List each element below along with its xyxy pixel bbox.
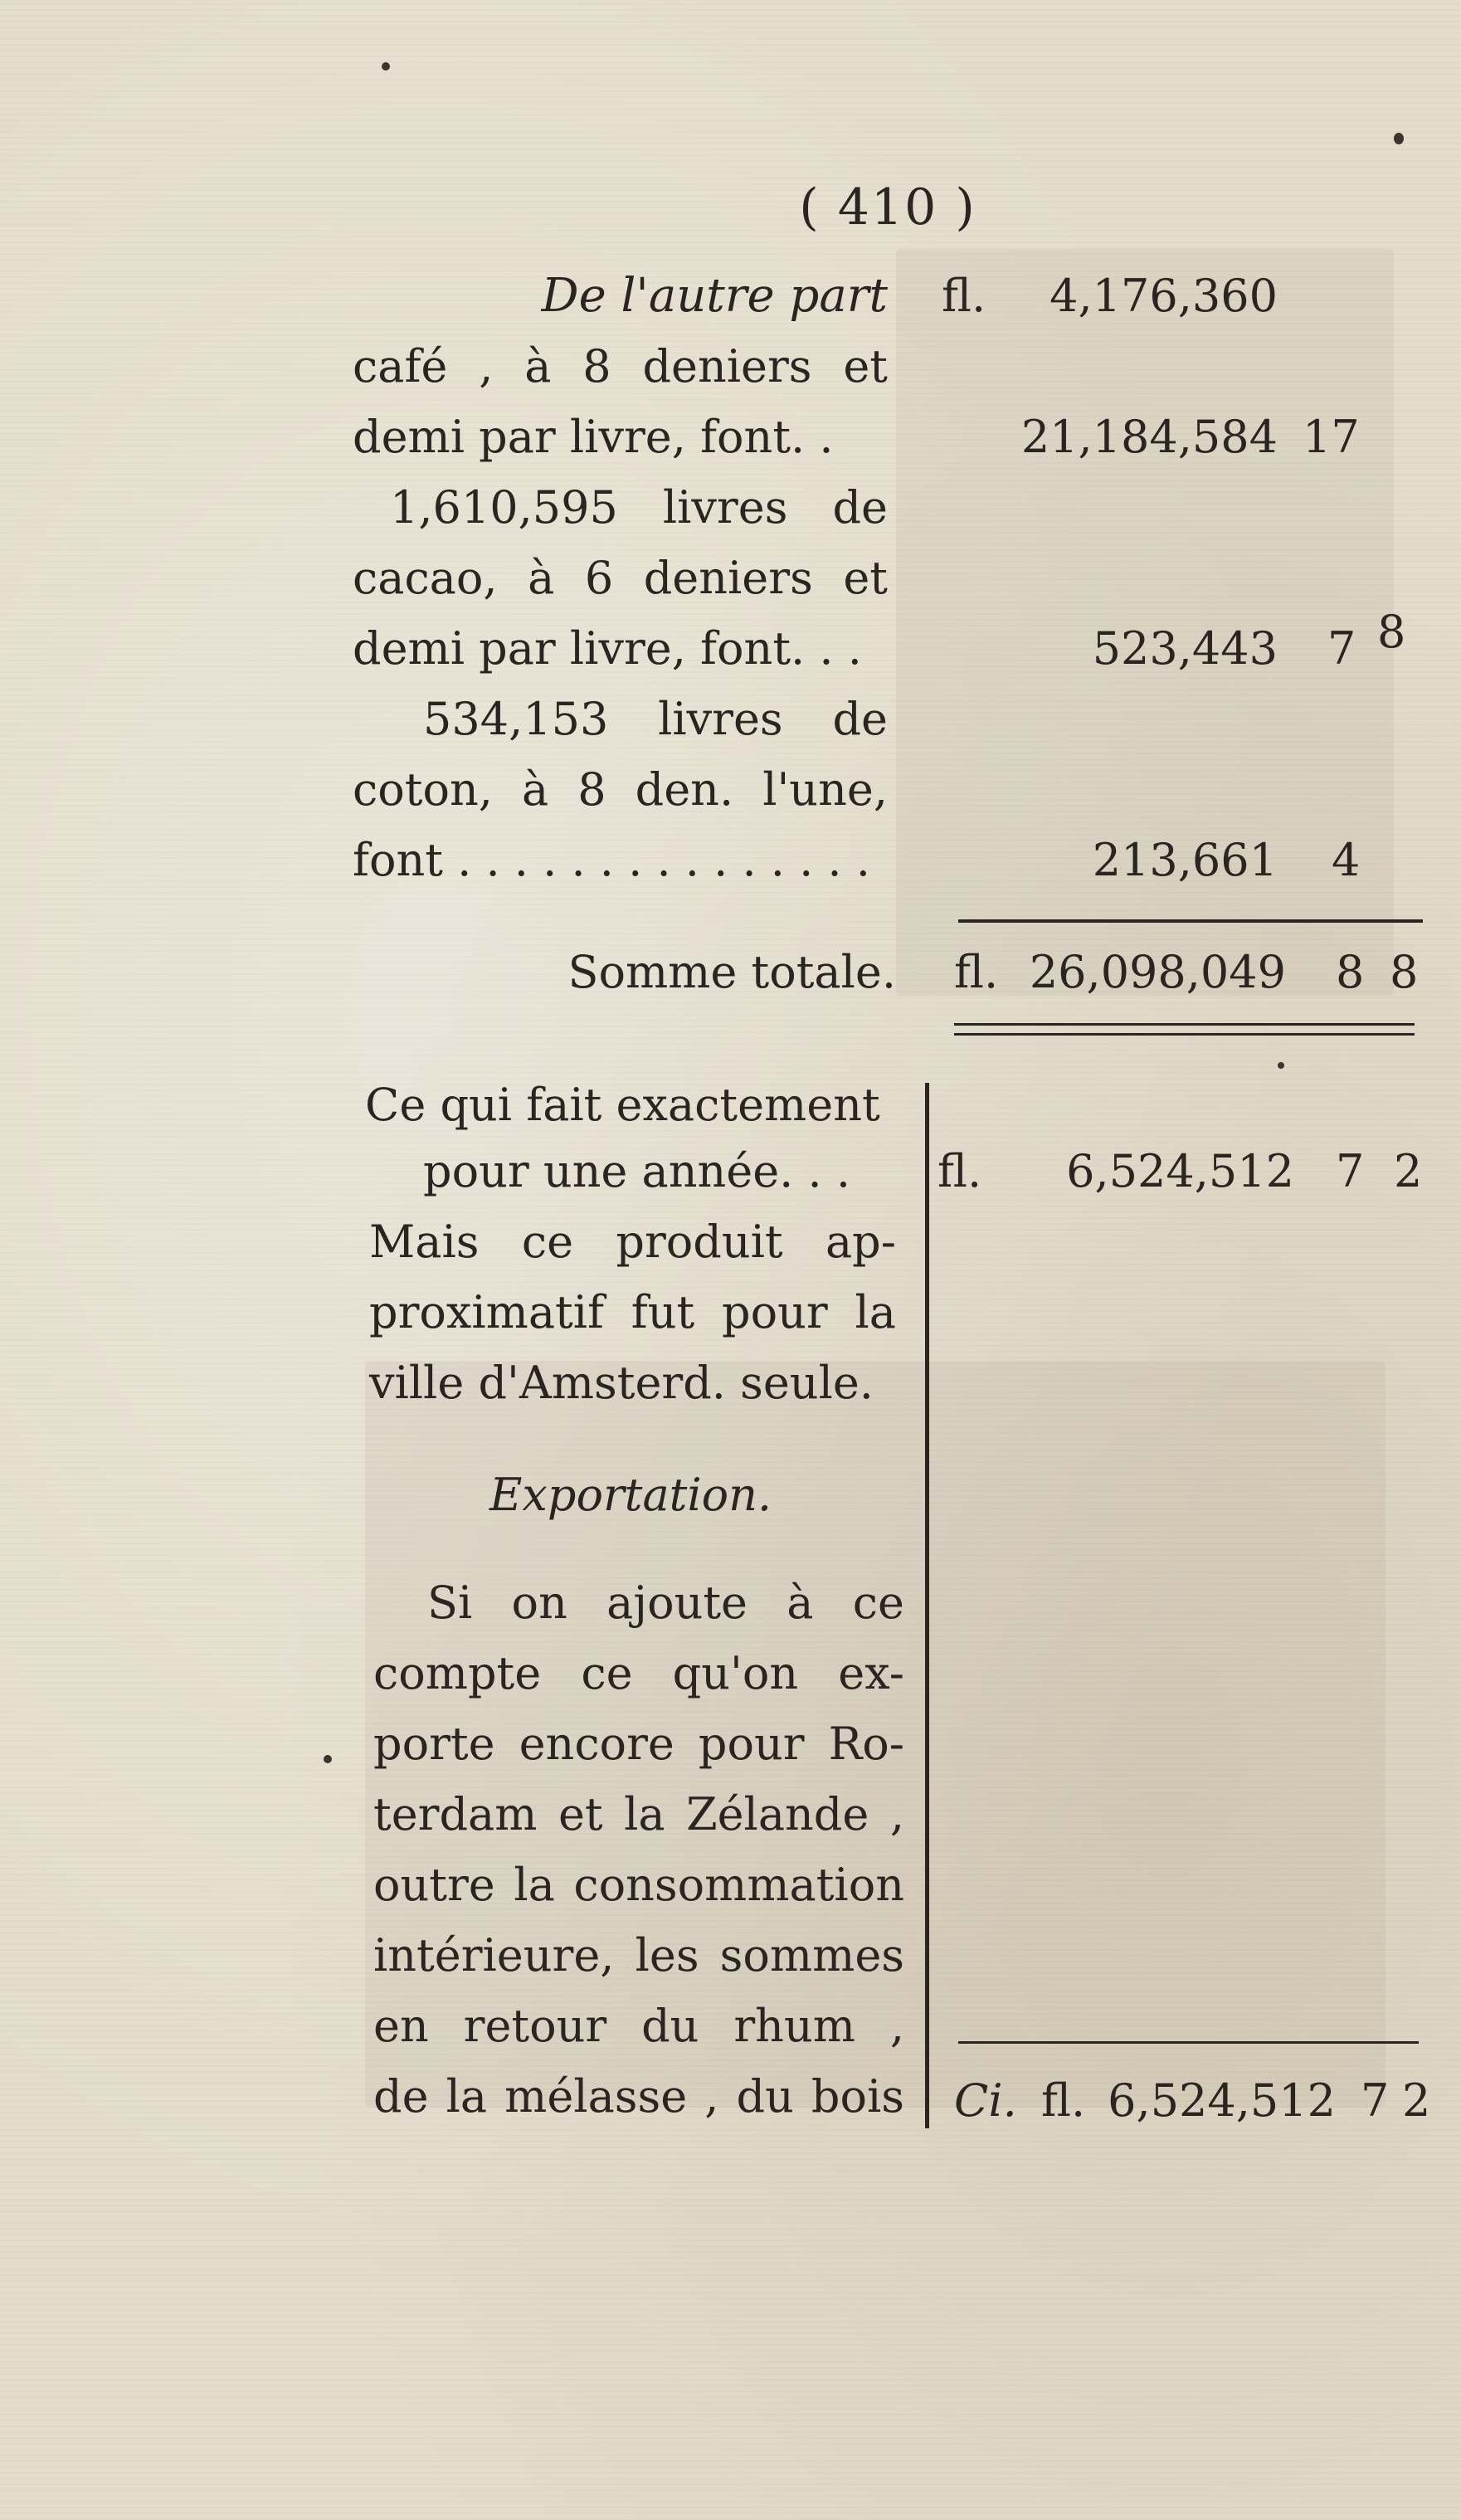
ink-speck [324, 1755, 332, 1763]
yearly-sous: 7 [1336, 1145, 1365, 1197]
total-currency: fl. [954, 946, 999, 998]
text-line: terdam et la Zélande , [373, 1788, 904, 1840]
amount-sous: 17 [1303, 411, 1360, 463]
text-line: 534,153 livres de [423, 693, 888, 745]
carry-forward-sous: 7 [1361, 2074, 1390, 2127]
text-line: coton, à 8 den. l'une, [353, 763, 888, 816]
double-rule-bottom [954, 1033, 1415, 1036]
carry-forward-label: Ci. [954, 2074, 1017, 2127]
column-rule [925, 1083, 929, 2128]
text-line: ville d'Amsterd. seule. [369, 1357, 874, 1409]
text-line: proximatif fut pour la [369, 1286, 896, 1338]
amount-value: 213,661 [1092, 834, 1278, 886]
text-line: porte encore pour Ro- [373, 1718, 904, 1770]
text-line: outre la consommation [373, 1859, 904, 1911]
ink-speck [382, 62, 390, 71]
section-heading: Exportation. [489, 1469, 772, 1521]
amount-sous: 7 [1327, 622, 1356, 675]
yearly-amount: 6,524,512 [1066, 1145, 1294, 1197]
total-label: Somme totale. [567, 946, 896, 998]
text-line: Si on ajoute à ce [427, 1577, 904, 1629]
amount-deniers: 8 [1377, 606, 1406, 658]
text-line: en retour du rhum , [373, 2000, 904, 2052]
text-line: café , à 8 deniers et [353, 340, 888, 392]
carry-label: De l'autre part [541, 269, 888, 323]
text-line: de la mélasse , du bois [373, 2070, 904, 2123]
amount-value: 523,443 [1092, 622, 1278, 675]
text-line: 1,610,595 livres de [390, 481, 888, 534]
text-line: demi par livre, font. . [353, 411, 834, 463]
carry-forward-rule [958, 2041, 1419, 2044]
double-rule-top [954, 1023, 1415, 1026]
amount-value: 21,184,584 [1020, 411, 1278, 463]
text-line: font . . . . . . . . . . . . . . . [353, 834, 870, 886]
text-line: cacao, à 6 deniers et [353, 552, 888, 604]
carry-forward-deniers: 2 [1402, 2074, 1431, 2127]
ink-speck [1394, 133, 1404, 144]
text-line: intérieure, les sommes [373, 1929, 904, 1981]
yearly-deniers: 2 [1394, 1145, 1423, 1197]
page-number: ( 410 ) [799, 178, 976, 236]
carry-currency: fl. [942, 270, 986, 322]
carry-forward-currency: fl. [1041, 2074, 1086, 2127]
text-line: demi par livre, font. . . [353, 622, 862, 675]
total-sous: 8 [1336, 946, 1365, 998]
ink-speck [1278, 1062, 1284, 1069]
text-line: pour une année. . . [423, 1145, 851, 1197]
text-line: Ce qui fait exactement [365, 1079, 880, 1131]
text-line: compte ce qu'on ex- [373, 1647, 904, 1699]
sum-rule [958, 919, 1423, 923]
text-line: Mais ce produit ap- [369, 1216, 896, 1268]
yearly-currency: fl. [937, 1145, 982, 1197]
total-amount: 26,098,049 [1029, 946, 1286, 998]
carry-forward-amount: 6,524,512 [1108, 2074, 1336, 2127]
total-deniers: 8 [1390, 946, 1419, 998]
amount-sous: 4 [1332, 834, 1361, 886]
carry-amount: 4,176,360 [1049, 270, 1278, 322]
